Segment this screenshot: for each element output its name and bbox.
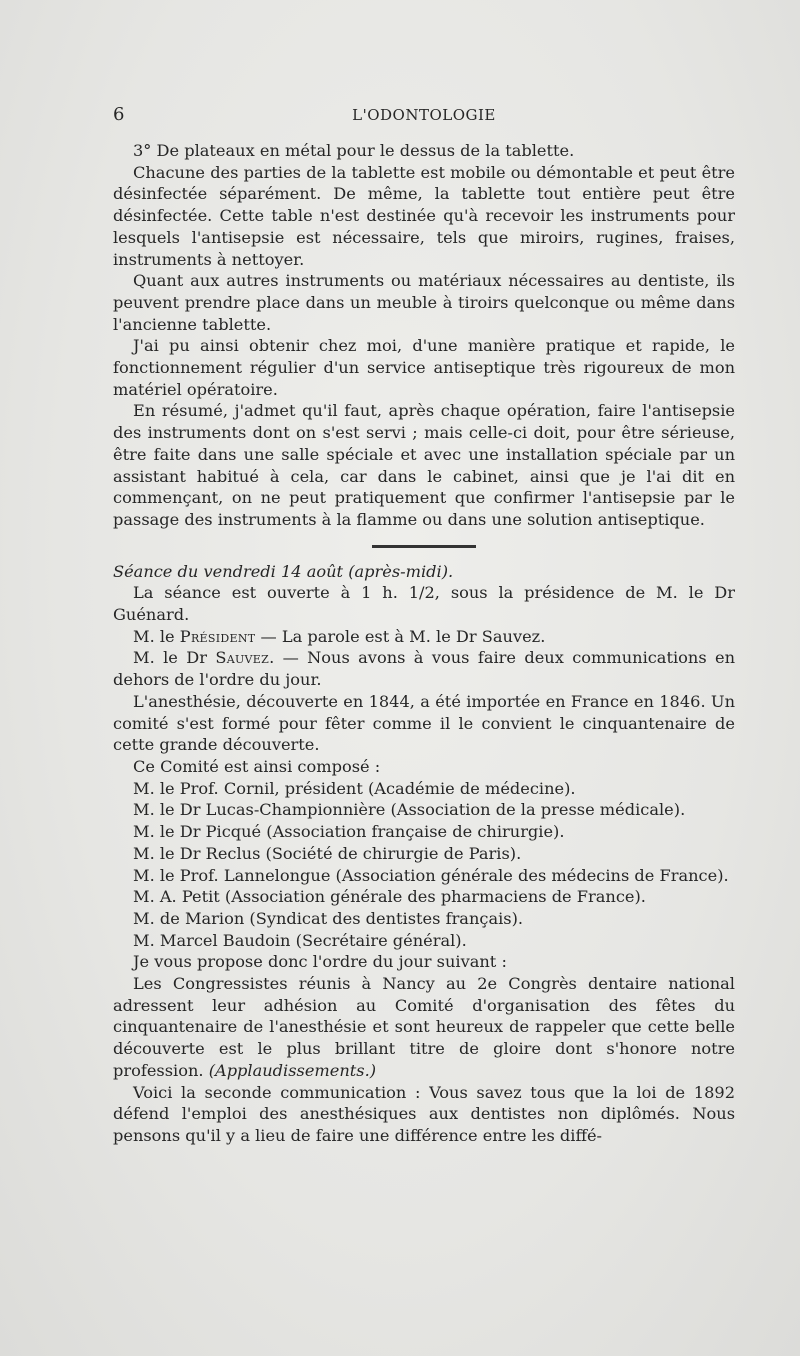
section-divider <box>372 545 476 548</box>
sauvez-prefix: M. le Dr <box>133 648 216 668</box>
page-header <box>113 104 735 128</box>
committee-member: M. A. Petit (Association générale des pharmaciens de France). <box>133 887 646 907</box>
paragraph: Chacune des parties de la tablette est mobile ou démontable et peut être désinfectée séparément. De même, la tablette tout entière peut être désinfectée. Cette table n'est destinée qu'à recevoir les instruments pour lesquels l'antisepsie est nécessaire, tels que miroirs, rugines, fraises, instruments à nettoyer. <box>113 162 735 269</box>
resolution-paragraph <box>113 973 735 1082</box>
committee-member: M. le Dr Reclus (Société de chirurgie de Paris). <box>133 843 522 863</box>
second-communication: Voici la seconde communication : Vous savez tous que la loi de 1892 défend l'emploi des anesthésiques aux dentistes non diplômés. Nous pensons qu'il y a lieu de faire une différence entre les diffé- <box>113 1082 735 1145</box>
proposal-intro: Je vous propose donc l'ordre du jour suivant : <box>133 952 507 972</box>
sauvez-text: . — Nous avons à vous faire deux communications en dehors de l'ordre du jour. <box>113 648 736 690</box>
committee-member: M. le Prof. Cornil, président (Académie de médecine). <box>133 778 576 798</box>
committee-member: M. le Dr Picqué (Association française de chirurgie). <box>133 822 565 842</box>
committee-intro: Ce Comité est ainsi composé : <box>133 756 381 776</box>
anesthesia-paragraph: L'anesthésie, découverte en 1844, a été importée en France en 1846. Un comité s'est formé pour fêter comme il le convient le cinquantenaire de cette grande découverte. <box>113 691 735 755</box>
paragraph: 3° De plateaux en métal pour le dessus de la tablette. <box>133 141 575 160</box>
president-paragraph <box>113 626 735 648</box>
body-text <box>113 140 735 1147</box>
sauvez-speaker: Sauvez <box>215 648 270 668</box>
paragraph: Quant aux autres instruments ou matériaux nécessaires au dentiste, ils peuvent prendre place dans un meuble à tiroirs quelconque ou même dans l'ancienne tablette. <box>113 271 735 334</box>
paragraph: J'ai pu ainsi obtenir chez moi, d'une manière pratique et rapide, le fonctionnement régulier d'un service antiseptique très rigoureux de mon matériel opératoire. <box>113 336 735 399</box>
page-number: 6 <box>113 104 125 125</box>
resolution-text: Les Congressistes réunis à Nancy au 2e Congrès dentaire national adressent leur adhésion au Comité d'organisation des fêtes du cinquantenaire de l'anesthésie et sont heureux de rappeler que cette belle découverte est le plus brillant titre de gloire dont s'honore notre profession. <box>113 974 735 1080</box>
committee-member: M. le Dr Lucas-Championnière (Association de la presse médicale). <box>133 800 686 820</box>
running-title: L'ODONTOLOGIE <box>352 106 496 124</box>
committee-member: M. le Prof. Lannelongue (Association générale des médecins de France). <box>133 865 729 885</box>
opening-paragraph: La séance est ouverte à 1 h. 1/2, sous la présidence de M. le Dr Guénard. <box>113 583 735 625</box>
sauvez-paragraph <box>113 647 735 690</box>
president-prefix: M. le <box>133 626 180 646</box>
president-speaker: Président <box>179 626 256 646</box>
committee-member: M. de Marion (Syndicat des dentistes français). <box>133 908 524 928</box>
applause-note: (Applaudissements.) <box>208 1060 377 1080</box>
president-text: — La parole est à M. le Dr Sauvez. <box>255 626 546 646</box>
session-title: Séance du vendredi 14 août (après-midi). <box>113 561 454 581</box>
committee-member: M. Marcel Baudoin (Secrétaire général). <box>133 930 467 950</box>
paragraph: En résumé, j'admet qu'il faut, après chaque opération, faire l'antisepsie des instruments dont on s'est servi ; mais celle-ci doit, pour être sérieuse, être faite dans une salle spéciale et avec une installation spéciale par un assistant habitué à cela, car dans le cabinet, ainsi que je l'ai dit en commençant, on ne peut pratiquement que confirmer l'antisepsie par le passage des instruments à la flamme ou dans une solution antiseptique. <box>113 401 735 529</box>
